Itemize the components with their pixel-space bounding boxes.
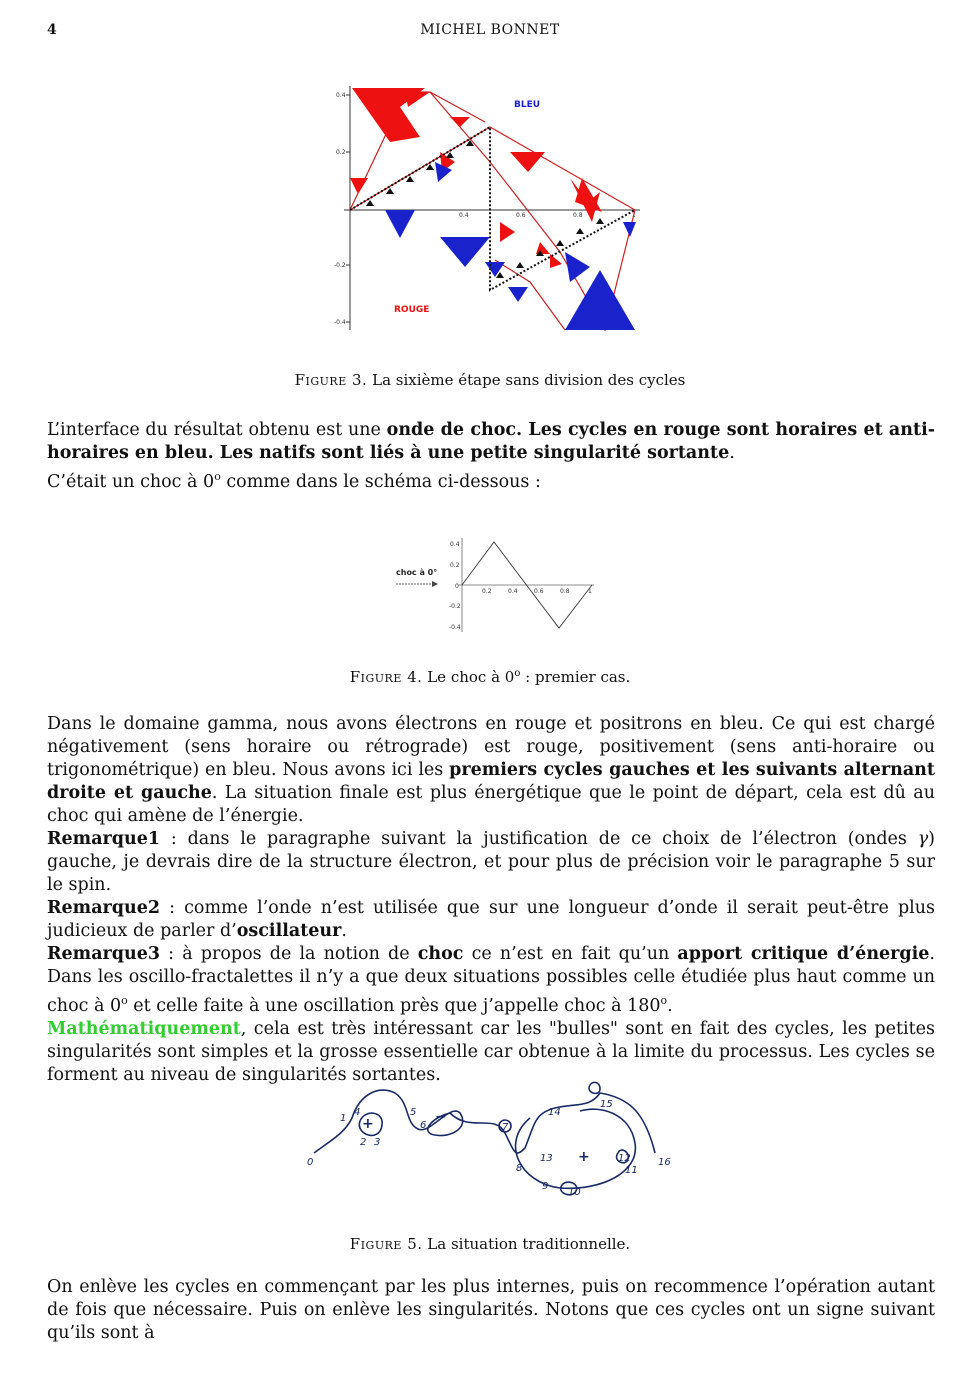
text-span: . (667, 995, 673, 1016)
minus-sign: − (435, 1109, 447, 1125)
text-span: 6 (420, 1120, 427, 1131)
red-triangle (500, 222, 515, 242)
text-span: premiers cycles gauches et les suivants alternant droite et gauche (47, 760, 935, 803)
x-tick: 0.2 (482, 588, 492, 595)
remark-3-label: Remarque3 (47, 944, 161, 964)
text-span: et celle faite à une oscillation près que j’appelle choc à 180 (127, 995, 661, 1016)
caption-text: La sixième étape sans division des cycles (372, 371, 686, 389)
text-span: 9 (542, 1181, 549, 1192)
paragraph-shock-wave (47, 419, 935, 494)
red-triangle (510, 152, 545, 172)
text-span: o (121, 994, 128, 1007)
figure-3-plot (330, 82, 650, 344)
text-span: 15 (600, 1099, 613, 1110)
blue-triangle (508, 287, 528, 302)
y-tick: -0.2 (334, 262, 346, 269)
y-tick: -0.4 (449, 624, 461, 631)
text-span: L’interface du résultat obtenu est une (47, 420, 387, 440)
text-span: 10 (568, 1187, 581, 1198)
label-bleu: BLEU (514, 100, 541, 110)
text-span: . La situation finale est plus énergétique que le point de départ, cela est dû au choc qui amène de l’énergie. (47, 783, 935, 826)
text-span: 11 (625, 1165, 638, 1176)
red-triangle (536, 242, 550, 254)
figure-5-sketch (300, 1073, 685, 1208)
red-triangle (405, 92, 430, 107)
x-tick: 0.4 (508, 588, 518, 595)
text-span: 13 (540, 1153, 553, 1164)
y-tick: -0.4 (334, 319, 346, 326)
caption-label: Figure 5. (349, 1235, 423, 1253)
x-tick: 0.8 (573, 212, 583, 219)
y-tick: 0.4 (450, 541, 460, 548)
text-span: 1 (340, 1113, 347, 1124)
text-span: . (341, 921, 347, 941)
text-span: . (729, 443, 735, 463)
text-span: ce n’est en fait qu’un (463, 944, 678, 964)
red-triangle (450, 117, 470, 127)
text-span: Dans le domaine gamma, nous avons électrons en rouge et positrons en bleu. Ce qui est chargé négativement (sens horaire ou rétrograde) est rouge, positivement (sens anti-horaire ou trigonométrique) en bleu. Nous avons ici les (47, 714, 935, 780)
red-outline (495, 260, 565, 330)
plus-sign: + (362, 1116, 374, 1132)
text-span: C’était un choc à 0 (47, 471, 215, 492)
text-span: 5 (410, 1107, 417, 1118)
mathematically-label: Mathématiquement (47, 1018, 241, 1039)
x-tick: 1 (632, 212, 636, 219)
caption-label: Figure 3. (294, 371, 368, 389)
text-span: Le choc à 0 (427, 668, 515, 686)
text-span: onde de choc. Les cycles en rouge sont horaires et anti-horaires en bleu. Les natifs sont liés à une petite singularité sortante (47, 420, 935, 463)
label-rouge: ROUGE (394, 305, 430, 315)
text-span: ) gauche, je devrais dire de la structure électron, et pour plus de précision voir le paragraphe 5 sur le spin. (47, 829, 935, 895)
running-title: MICHEL BONNET (420, 22, 560, 38)
text-span: , cela est très intéressant car les "bulles" sont en fait des cycles, les petites singularités sont simples et la grosse essentielle car obtenue à la limite du processus. Les cycles se forment au niveau de singularités sortantes. (47, 1018, 935, 1085)
blue-triangle (565, 252, 590, 282)
blue-triangle (623, 222, 636, 237)
figure-3-caption (0, 371, 980, 389)
plus-sign: + (578, 1149, 590, 1165)
text-span: : à propos de la notion de (160, 944, 418, 964)
sketch-loop (516, 1109, 636, 1188)
text-span: 4 (354, 1107, 361, 1118)
text-span: apport critique d’énergie (677, 944, 930, 964)
text-span: 12 (618, 1153, 631, 1164)
text-span: 7 (502, 1122, 509, 1133)
y-tick: 0.4 (336, 92, 346, 99)
blue-triangle (385, 210, 415, 238)
arrow-label: choc à 0° (396, 568, 438, 577)
x-tick: 0.4 (459, 212, 469, 219)
text-span: comme dans le schéma ci-dessous : (220, 471, 541, 492)
text-span: 3 (374, 1137, 381, 1148)
figure-4-plot (392, 536, 602, 636)
text-span: choc (417, 944, 464, 964)
x-tick: 0.6 (516, 212, 526, 219)
remark-2-label: Remarque2 (47, 898, 161, 918)
text-span: 14 (548, 1107, 561, 1118)
blue-triangle (485, 262, 505, 277)
text-span: o (660, 994, 668, 1007)
paragraph-remove-cycles: On enlève les cycles en commençant par les plus internes, puis on recommence l’opération autant de fois que nécessaire. Puis on enlève les singularités. Notons que ces cycles ont un signe suivant qu’ils sont à (47, 1277, 935, 1343)
y-tick: 0.2 (336, 149, 346, 156)
sketch-loop (589, 1082, 600, 1093)
text-span: o (514, 668, 521, 679)
figure-5-caption (0, 1235, 980, 1253)
x-tick: 0.8 (560, 588, 570, 595)
x-tick: 1 (588, 588, 592, 595)
red-triangle (350, 178, 368, 194)
y-tick: 0.2 (450, 562, 460, 569)
paragraph-gamma-domain (47, 713, 935, 1087)
text-span: oscillateur (236, 921, 342, 941)
text-span: : premier cas. (520, 668, 631, 686)
caption-label: Figure 4. (349, 668, 423, 686)
text-span: . Dans les oscillo-fractalettes il n’y a que deux situations possibles celle étudiée plus haut comme un choc à 0 (47, 944, 935, 1016)
text-span: 16 (658, 1157, 671, 1168)
y-tick: 0 (455, 583, 459, 590)
text-span: 2 (360, 1137, 367, 1148)
figure-4-caption (0, 668, 980, 686)
text-span: : dans le paragraphe suivant la justification de ce choix de l’électron (ondes (160, 829, 918, 849)
arrow-head (432, 581, 438, 587)
text-span: γ (917, 829, 929, 849)
text-span: 8 (516, 1163, 523, 1174)
text-span: o (214, 470, 221, 483)
blue-triangle (440, 237, 490, 267)
x-tick: 0.6 (534, 588, 544, 595)
page-number: 4 (47, 22, 57, 38)
text-span: : comme l’onde n’est utilisée que sur une longueur d’onde il serait peut-être plus judicieux de parler d’ (47, 898, 935, 941)
text-span: 0 (307, 1157, 314, 1168)
remark-1-label: Remarque1 (47, 829, 161, 849)
caption-text: La situation traditionnelle. (427, 1235, 631, 1253)
y-tick: -0.2 (449, 603, 461, 610)
